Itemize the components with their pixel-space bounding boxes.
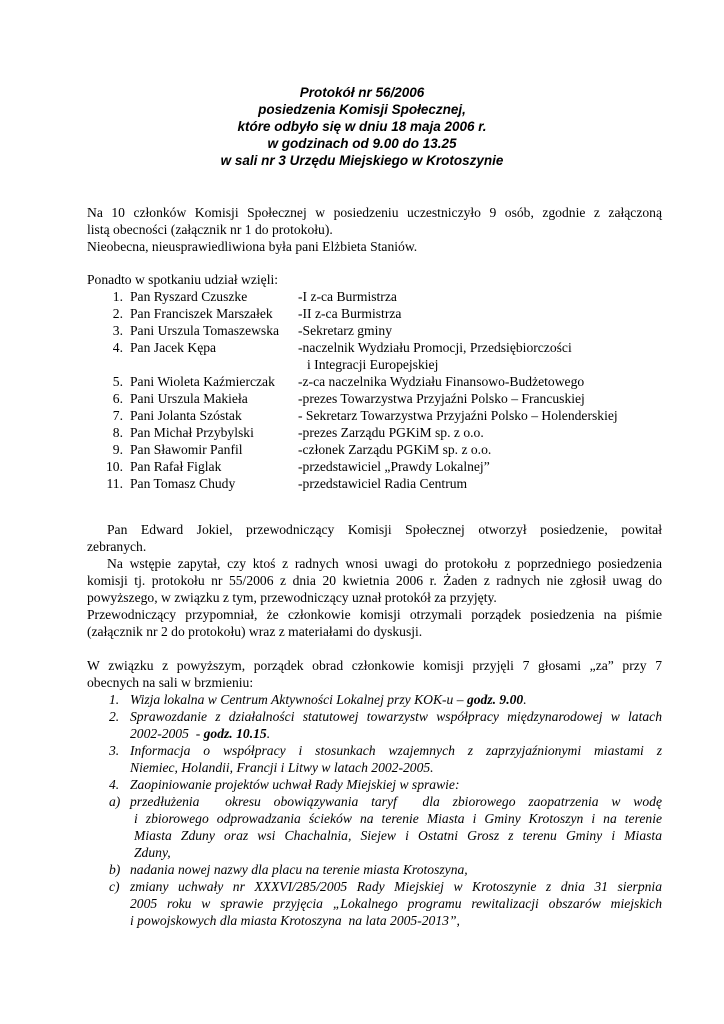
agenda-item-time: godz. 9.00: [466, 692, 524, 707]
attendee-role: -naczelnik Wydziału Promocji, Przedsiębiorczości: [298, 340, 572, 355]
agenda-subitem-text: zmiany uchwały nr XXXVI/285/2005 Rady Miejskiej w Krotoszynie z dnia 31 sierpnia: [130, 879, 662, 894]
agenda-subitem-text: przedłużenia okresu obowiązywania taryf dla zbiorowego zaopatrzenia w wodę: [130, 794, 662, 809]
attendee-row: [87, 288, 662, 305]
attendee-name: Pan Ryszard Czuszke: [130, 289, 248, 304]
agenda-item-1: [87, 691, 662, 708]
attendee-number: 6.: [112, 391, 123, 406]
attendee-row: [87, 305, 662, 322]
agenda-item-2: [87, 708, 662, 742]
attendee-role: -prezes Zarządu PGKiM sp. z o.o.: [298, 425, 484, 440]
agenda-subitem-text-cont: i zbiorowego odprowadzania ścieków na terenie Miasta i Gminy Krotoszyn i na terenie: [134, 811, 662, 826]
attendee-number: 7.: [112, 408, 123, 423]
title-line-5: w sali nr 3 Urzędu Miejskiego w Krotoszynie: [220, 153, 504, 168]
agenda-item-text: Zaopiniowanie projektów uchwał Rady Miejskiej w sprawie:: [130, 777, 460, 792]
attendee-number: 3.: [112, 323, 123, 338]
agenda-item-end: .: [523, 692, 527, 707]
agenda-subitem-label: b): [109, 862, 121, 877]
attendee-row: [87, 322, 662, 339]
agenda-item-number: 1.: [109, 692, 120, 707]
attendee-name: Pan Rafał Figlak: [130, 459, 222, 474]
agenda-subitem-a: [87, 793, 662, 861]
attendee-name: Pani Urszula Tomaszewska: [130, 323, 280, 338]
attendee-role: -I z-ca Burmistrza: [298, 289, 397, 304]
protocol-title: [0, 84, 724, 169]
agenda-item-text: Wizja lokalna w Centrum Aktywności Lokalnej przy KOK-u –: [130, 692, 467, 707]
attendee-name: Pan Michał Przybylski: [130, 425, 254, 440]
narrative-p2-line-2: komisji tj. protokołu nr 55/2006 z dnia 20 kwietnia 2006 r. Żaden z radnych nie zgłosił uwag do: [87, 573, 662, 588]
agenda-subitem-label: a): [109, 794, 121, 809]
agenda-subitem-label: c): [109, 879, 120, 894]
attendee-row-continuation: [87, 356, 662, 373]
attendee-row: [87, 373, 662, 390]
intro-line-1: Na 10 członków Komisji Społecznej w posiedzeniu uczestniczyło 9 osób, zgodnie z załączoną: [87, 205, 662, 220]
attendee-number: 5.: [112, 374, 123, 389]
attendee-number: 10.: [106, 459, 123, 474]
narrative-p1-line-1: Pan Edward Jokiel, przewodniczący Komisji Społecznej otworzył posiedzenie, powitał: [107, 522, 662, 537]
attendee-name: Pan Franciszek Marszałek: [130, 306, 273, 321]
agenda-subitem-text-cont: i powojskowych dla miasta Krotoszyna na lata 2005-2013”,: [130, 913, 460, 928]
narrative-p2-line-1: Na wstępie zapytał, czy ktoś z radnych wnosi uwagi do protokołu z poprzedniego posiedzenia: [107, 556, 662, 571]
attendee-name: Pan Sławomir Panfil: [130, 442, 243, 457]
agenda-intro-line-1: W związku z powyższym, porządek obrad członkowie komisji przyjęli 7 głosami „za” przy 7: [87, 658, 662, 673]
agenda-item-number: 2.: [109, 709, 120, 724]
intro-line-2: listą obecności (załącznik nr 1 do protokołu).: [87, 222, 333, 237]
narrative-p1-line-2: zebranych.: [87, 539, 147, 554]
agenda-item-3: [87, 742, 662, 776]
attendee-row: [87, 441, 662, 458]
attendee-number: 8.: [112, 425, 123, 440]
agenda-subitem-b: [87, 861, 662, 878]
agenda-item-end: .: [266, 726, 271, 741]
narrative-section: [87, 521, 662, 640]
agenda-subitem-text-cont: 2005 roku w sprawie przyjęcia „Lokalnego programu rewitalizacji obszarów miejskich: [130, 896, 662, 911]
attendee-role: -prezes Towarzystwa Przyjaźni Polsko – Francuskiej: [298, 391, 585, 406]
agenda-intro-line-2: obecnych na sali w brzmieniu:: [87, 675, 254, 690]
attendee-row: [87, 390, 662, 407]
agenda-item-number: 3.: [109, 743, 120, 758]
agenda-subitem-text-cont: Miasta Zduny oraz wsi Chachalnia, Siejew i Ostatni Grosz z terenu Gminy i Miasta: [134, 828, 662, 843]
attendee-role-continuation: i Integracji Europejskiej: [307, 357, 439, 372]
title-line-4: w godzinach od 9.00 do 13.25: [267, 136, 457, 151]
attendee-name: Pani Wioleta Kaźmierczak: [130, 374, 275, 389]
agenda-item-text: Informacja o współpracy i stosunkach wzajemnych z zaprzyjaźnionymi miastami z: [130, 743, 662, 758]
attendee-row: [87, 458, 662, 475]
attendee-number: 11.: [106, 476, 123, 491]
attendee-name: Pan Jacek Kępa: [130, 340, 217, 355]
attendee-row: [87, 424, 662, 441]
attendee-name: Pani Jolanta Szóstak: [130, 408, 242, 423]
agenda-item-text-cont: Niemiec, Holandii, Francji i Litwy w latach 2002-2005.: [130, 760, 434, 775]
narrative-p3-line-1: Przewodniczący przypomniał, że członkowie komisji otrzymali porządek posiedzenia na piśmie: [87, 607, 662, 622]
title-line-2: posiedzenia Komisji Społecznej,: [258, 102, 466, 117]
agenda-item-text: Sprawozdanie z działalności statutowej towarzystw współpracy międzynarodowej w latach: [130, 709, 662, 724]
attendee-role: -Sekretarz gminy: [298, 323, 392, 338]
agenda-item-number: 4.: [109, 777, 120, 792]
attendee-name: Pani Urszula Makieła: [130, 391, 248, 406]
attendee-row: [87, 339, 662, 356]
attendee-name: Pan Tomasz Chudy: [130, 476, 236, 491]
agenda-subitem-text: nadania nowej nazwy dla placu na terenie miasta Krotoszyna,: [130, 862, 468, 877]
attendees-heading: Ponadto w spotkaniu udział wzięli:: [87, 272, 279, 287]
intro-paragraph: [87, 204, 662, 255]
attendee-number: 4.: [112, 340, 123, 355]
attendee-role: -przedstawiciel Radia Centrum: [298, 476, 468, 491]
narrative-p3-line-2: (załącznik nr 2 do protokołu) wraz z materiałami do dyskusji.: [87, 624, 423, 639]
agenda-subitem-text-cont: Zduny,: [134, 845, 171, 860]
attendee-role: -z-ca naczelnika Wydziału Finansowo-Budżetowego: [298, 374, 585, 389]
narrative-p2-line-3: powyższego, w związku z tym, przewodniczący uznał protokół za przyjęty.: [87, 590, 497, 605]
attendee-number: 9.: [112, 442, 123, 457]
agenda-subitem-c: [87, 878, 662, 929]
agenda-section: [87, 657, 662, 929]
attendee-number: 2.: [112, 306, 123, 321]
intro-line-3: Nieobecna, nieusprawiedliwiona była pani Elżbieta Staniów.: [87, 239, 418, 254]
agenda-item-text-cont: 2002-2005 -: [130, 726, 204, 741]
attendee-row: [87, 475, 662, 492]
attendee-role: - Sekretarz Towarzystwa Przyjaźni Polsko – Holenderskiej: [298, 408, 618, 423]
agenda-item-time: godz. 10.15: [203, 726, 267, 741]
attendee-row: [87, 407, 662, 424]
title-line-1: Protokół nr 56/2006: [299, 85, 425, 100]
title-line-3: które odbyło się w dniu 18 maja 2006 r.: [237, 119, 487, 134]
attendees-section: [87, 271, 662, 492]
agenda-item-4: [87, 776, 662, 793]
attendee-number: 1.: [112, 289, 123, 304]
attendee-role: -członek Zarządu PGKiM sp. z o.o.: [298, 442, 492, 457]
attendee-role: -przedstawiciel „Prawdy Lokalnej”: [298, 459, 490, 474]
attendee-role: -II z-ca Burmistrza: [298, 306, 402, 321]
